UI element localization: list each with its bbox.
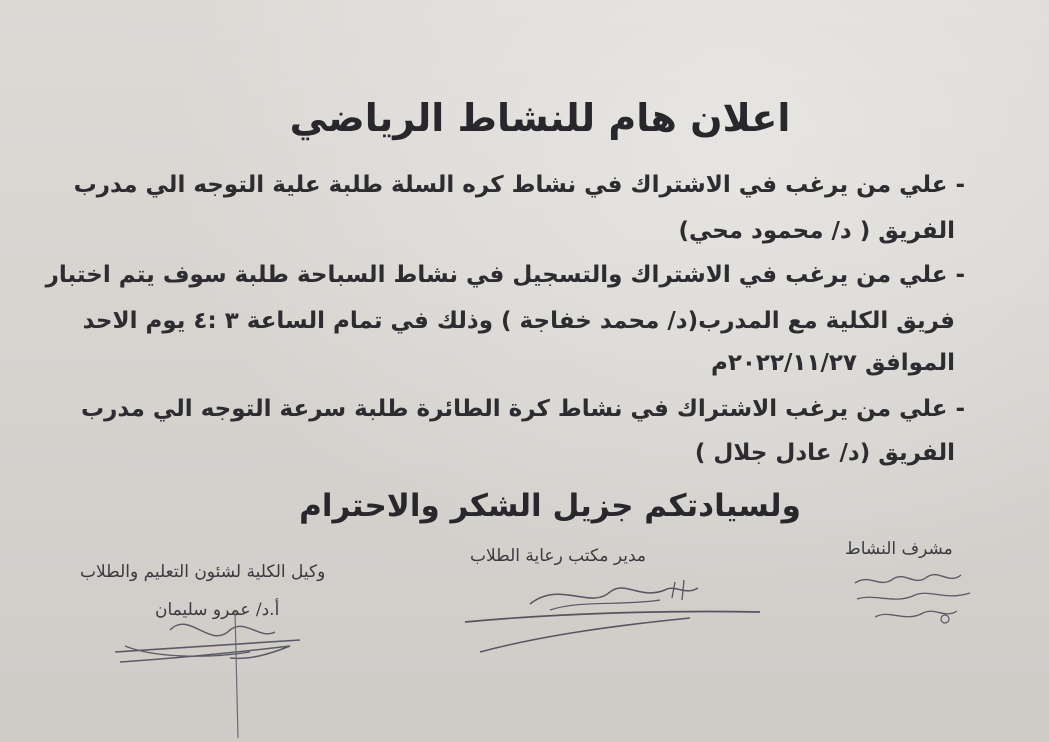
- vice-dean-title: وكيل الكلية لشئون التعليم والطلاب: [80, 562, 326, 582]
- item-2-line-1: - علي من يرغب في الاشتراك والتسجيل في نشاط السباحة طلبة سوف يتم اختبار: [45, 262, 965, 288]
- office-director-title: مدير مكتب رعاية الطلاب: [470, 546, 647, 566]
- item-3-line-2: الفريق (د/ عادل جلال ): [694, 440, 955, 466]
- closing-statement: ولسيادتكم جزيل الشكر والاحترام: [299, 488, 801, 524]
- item-3-line-1: - علي من يرغب الاشتراك في نشاط كرة الطائرة طلبة سرعة التوجه الي مدرب: [81, 396, 965, 422]
- item-1-line-2: الفريق ( د/ محمود محي): [678, 218, 955, 244]
- activity-supervisor-signature: [845, 565, 995, 635]
- vice-dean-signature: [110, 600, 310, 740]
- notice-title: اعلان هام للنشاط الرياضي: [289, 96, 791, 140]
- activity-supervisor-title: مشرف النشاط: [845, 539, 953, 559]
- office-director-signature: [460, 570, 770, 660]
- vice-dean-name: أ.د/ عمرو سليمان: [155, 600, 280, 620]
- item-2-line-2: فريق الكلية مع المدرب(د/ محمد خفاجة ) وذلك في تمام الساعة ٣ :٤ يوم الاحد: [82, 308, 955, 334]
- item-1-line-1: - علي من يرغب في الاشتراك في نشاط كره السلة طلبة علية التوجه الي مدرب: [73, 172, 965, 198]
- item-2-line-3: الموافق ٢٠٢٢/١١/٢٧م: [710, 350, 955, 376]
